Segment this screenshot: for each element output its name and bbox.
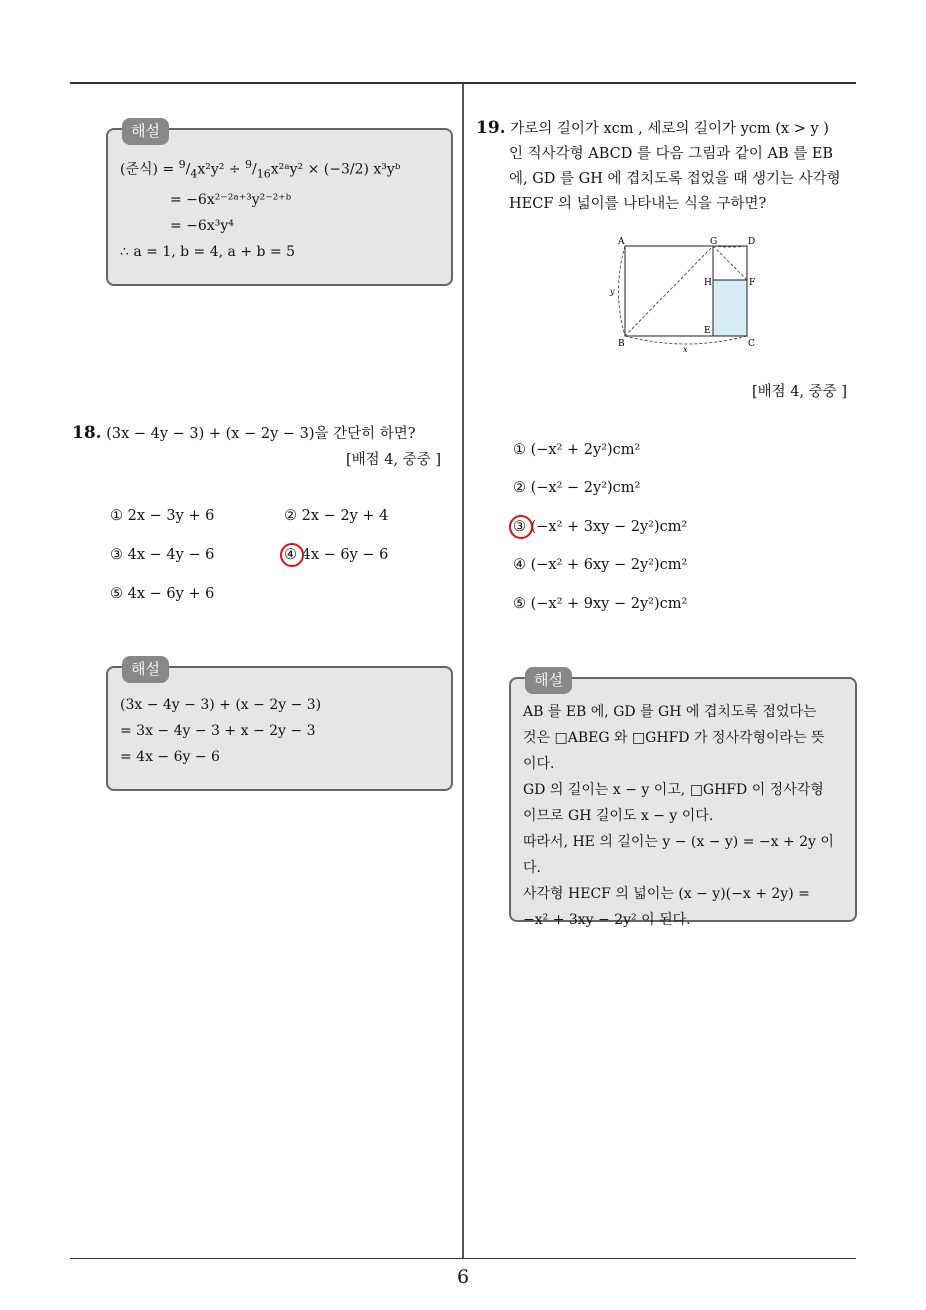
choice-4[interactable]: ④ (−x² + 6xy − 2y²)cm² <box>513 557 688 573</box>
question-18 <box>72 421 452 447</box>
question-19-meta: [배점 4, 중중 ] <box>752 384 848 400</box>
question-line1: 가로의 길이가 xcm , 세로의 길이가 ycm (x > y ) <box>510 121 829 137</box>
solution-19-line8: −x² + 3xy − 2y² 이 된다. <box>523 912 691 928</box>
solution-19-content <box>523 699 848 933</box>
choice-3[interactable]: ③ 4x − 4y − 6 <box>110 547 215 563</box>
label-e: E <box>704 326 711 336</box>
column-divider <box>462 84 464 1258</box>
label-x: x <box>683 345 688 354</box>
solution-17-line2: = −6x²⁻²ᵃ⁺³y²⁻²⁺ᵇ <box>170 192 292 209</box>
question-number: 19. <box>476 118 506 138</box>
solution-tag: 해설 <box>122 118 169 145</box>
solution-box-19 <box>509 671 857 928</box>
solution-19-line1: AB 를 EB 에, GD 를 GH 에 겹치도록 접었다는 <box>523 704 817 720</box>
solution-box-17 <box>106 122 453 286</box>
choice-2[interactable]: ② 2x − 2y + 4 <box>284 508 389 524</box>
choice-2[interactable]: ② (−x² − 2y²)cm² <box>513 480 641 496</box>
question-line4: HECF 의 넓이를 나타내는 식을 구하면? <box>509 196 767 212</box>
label-c: C <box>748 339 755 349</box>
solution-19-line3: 이다. <box>523 756 555 772</box>
question-line2: 인 직사각형 ABCD 를 다음 그림과 같이 AB 를 EB <box>509 146 834 162</box>
solution-19-line5: 이므로 GH 길이도 x − y 이다. <box>523 808 714 824</box>
solution-17-line1: (준식) = $^9/_4x^2y^2$ ÷ $^9/_{16}x^2ᵃy^2 \times (-3/2)$ x³yᵇ <box>120 158 401 181</box>
label-f: F <box>749 278 756 288</box>
solution-19-line6: 따라서, HE 의 길이는 y − (x − y) = −x + 2y 이다. <box>523 834 834 876</box>
question-line3: 에, GD 를 GH 에 겹치도록 접었을 때 생기는 사각형 <box>509 171 841 187</box>
page-number: 6 <box>456 1266 470 1288</box>
label-a: A <box>618 237 625 247</box>
solution-17-line3: = −6x³y⁴ <box>170 218 234 235</box>
label-y: y <box>610 287 615 296</box>
answer-mark-circle <box>280 543 304 567</box>
solution-17-content <box>120 152 400 265</box>
solution-18-content <box>120 692 321 770</box>
bottom-rule <box>70 1258 856 1259</box>
choice-5[interactable]: ⑤ 4x − 6y + 6 <box>110 586 215 602</box>
question-number: 18. <box>72 423 102 443</box>
choice-5[interactable]: ⑤ (−x² + 9xy − 2y²)cm² <box>513 596 688 612</box>
choice-1[interactable]: ① 2x − 3y + 6 <box>110 508 215 524</box>
solution-box-18 <box>106 660 453 791</box>
label-g: G <box>710 237 718 247</box>
question-text: (3x − 4y − 3) + (x − 2y − 3)을 간단히 하면? <box>106 426 416 442</box>
solution-18-line1: (3x − 4y − 3) + (x − 2y − 3) <box>120 697 322 713</box>
choice-3[interactable]: ③ (−x² + 3xy − 2y²)cm² <box>513 519 688 535</box>
question-18-meta: [배점 4, 중중 ] <box>346 452 442 468</box>
question-19 <box>476 116 861 217</box>
solution-17-line4: ∴ a = 1, b = 4, a + b = 5 <box>120 244 296 261</box>
label-d: D <box>748 237 756 247</box>
answer-mark-circle <box>509 515 533 539</box>
label-b: B <box>618 339 625 349</box>
solution-tag: 해설 <box>525 667 572 694</box>
label-h: H <box>704 278 712 288</box>
choice-1[interactable]: ① (−x² + 2y²)cm² <box>513 442 641 458</box>
solution-tag: 해설 <box>122 656 169 683</box>
solution-19-line7: 사각형 HECF 의 넓이는 (x − y)(−x + 2y) = <box>523 886 810 902</box>
solution-18-line2: = 3x − 4y − 3 + x − 2y − 3 <box>120 723 316 739</box>
solution-19-line4: GD 의 길이는 x − y 이고, □GHFD 이 정사각형 <box>523 782 824 798</box>
solution-19-line2: 것은 □ABEG 와 □GHFD 가 정사각형이라는 뜻 <box>523 730 825 746</box>
rectangle-fold-figure <box>606 234 766 354</box>
solution-18-line3: = 4x − 6y − 6 <box>120 749 220 765</box>
choice-4[interactable]: ④ 4x − 6y − 6 <box>284 547 389 563</box>
